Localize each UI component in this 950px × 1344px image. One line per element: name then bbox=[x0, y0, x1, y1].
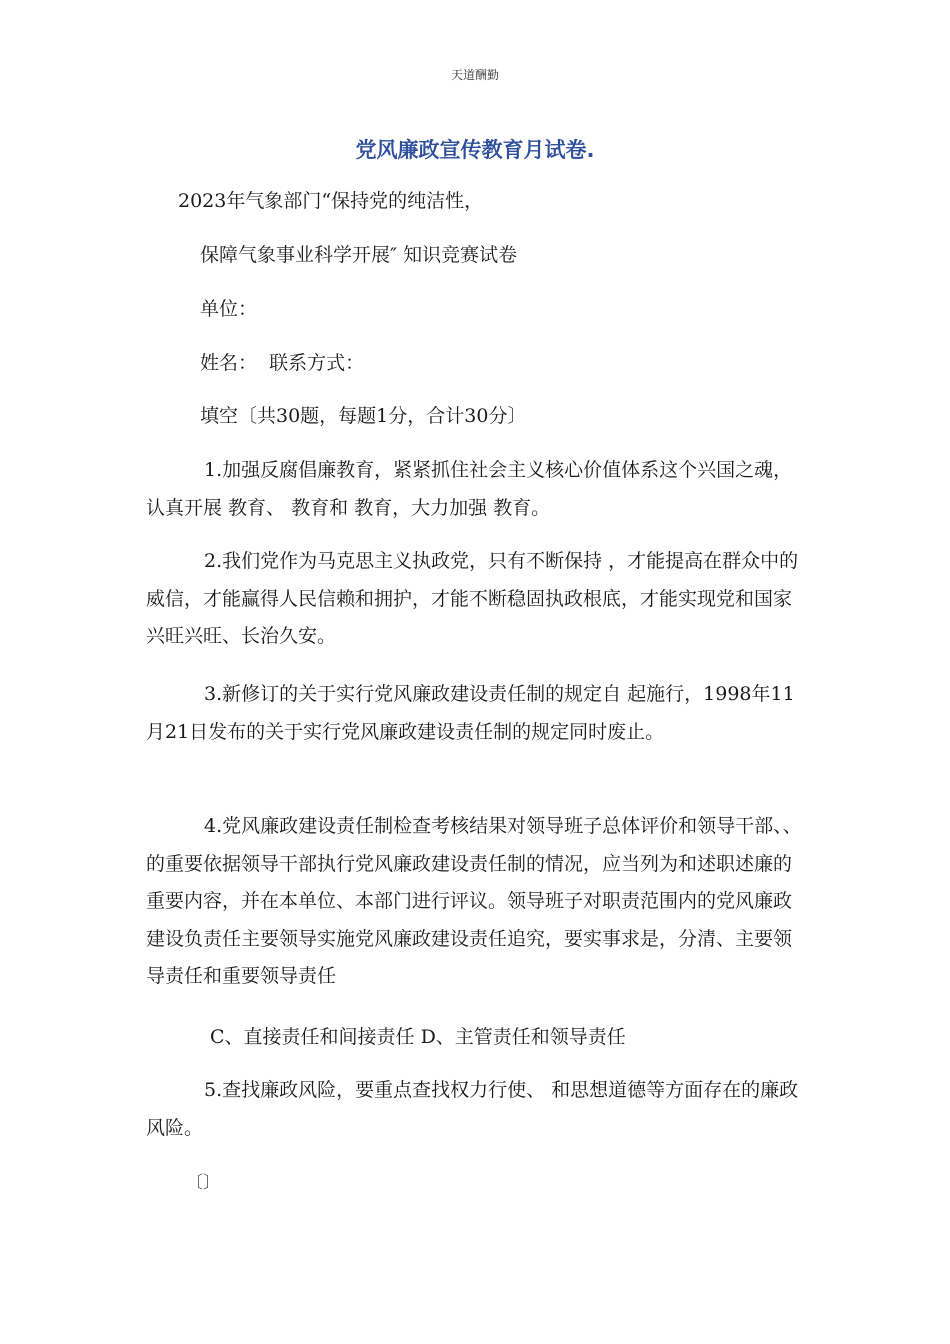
question-1-text: 1.加强反腐倡廉教育，紧紧抓住社会主义核心价值体系这个兴国之魂，认真开展 教育、 教育和 教育，大力加强 教育。 bbox=[146, 459, 793, 519]
intro-line-2: 保障气象事业科学开展″ 知识竞赛试卷 bbox=[200, 244, 518, 266]
question-4 bbox=[146, 808, 806, 996]
question-5 bbox=[146, 1072, 806, 1147]
answer-bracket: 〔〕 bbox=[186, 1173, 220, 1193]
page-header: 天道酬勤 bbox=[450, 68, 499, 82]
intro-line-1: 2023年气象部门“保持党的纯洁性， bbox=[178, 190, 484, 212]
unit-label: 单位： bbox=[200, 298, 258, 320]
question-3 bbox=[146, 676, 806, 751]
question-2 bbox=[146, 543, 806, 656]
page-title: 党风廉政宣传教育月试卷. bbox=[355, 138, 595, 162]
question-4-text: 4.党风廉政建设责任制检查考核结果对领导班子总体评价和领导干部、、的重要依据领导干部执行党风廉政建设责任制的情况，应当列为和述职述廉的重要内容，并在本单位、本部门进行评议。领导班子对职责范围内的党风廉政建设负责任主要领导实施党风廉政建设责任追究，要实事求是，分清、主要领导责任和重要领导责任 bbox=[146, 815, 802, 987]
question-1 bbox=[146, 452, 806, 527]
name-contact-label: 姓名： 联系方式： bbox=[200, 352, 365, 374]
fill-blank-heading: 填空〔共30题，每题1分，合计30分〕 bbox=[200, 405, 527, 427]
question-2-text: 2.我们党作为马克思主义执政党，只有不断保持 ，才能提高在群众中的威信，才能赢得人民信赖和拥护，才能不断稳固执政根底，才能实现党和国家兴旺兴旺、长治久安。 bbox=[146, 550, 799, 647]
question-5-text: 5.查找廉政风险，要重点查找权力行使、 和思想道德等方面存在的廉政风险。 bbox=[146, 1079, 799, 1139]
question-4-options: C、直接责任和间接责任 D、主管责任和领导责任 bbox=[210, 1026, 626, 1048]
question-3-text: 3.新修订的关于实行党风廉政建设责任制的规定自 起施行，1998年11月21日发布的关于实行党风廉政建设责任制的规定同时废止。 bbox=[146, 683, 795, 743]
